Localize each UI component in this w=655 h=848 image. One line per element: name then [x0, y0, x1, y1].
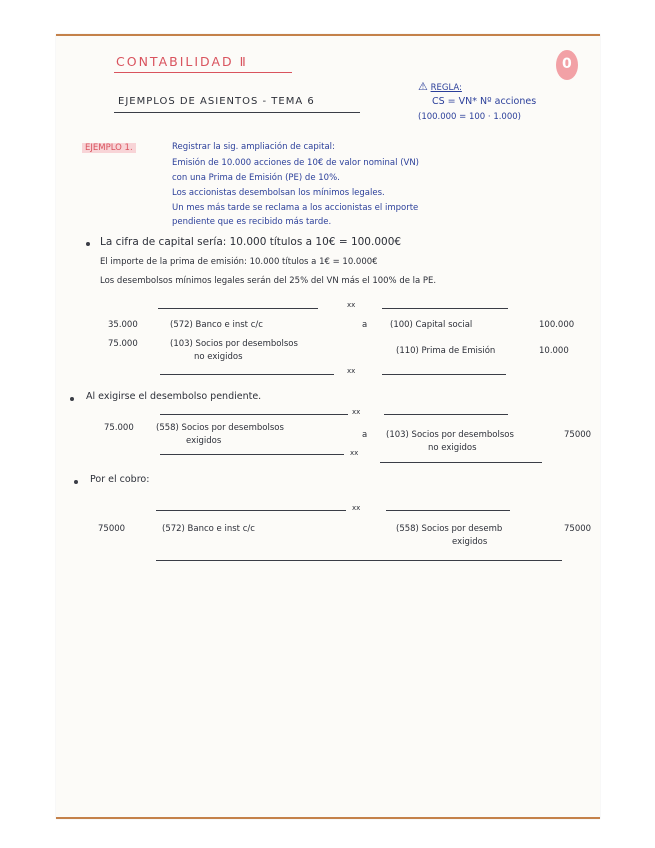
- entry-separator-line: [160, 374, 334, 375]
- entry-separator-line: [382, 374, 506, 375]
- example-line: Registrar la sig. ampliación de capital:: [172, 142, 335, 152]
- entry-separator-line: [386, 510, 510, 511]
- debit-account-cont: exigidos: [186, 436, 222, 446]
- debit-account: (572) Banco e inst c/c: [162, 524, 255, 534]
- debit-account: (558) Socios por desembolsos: [156, 423, 284, 433]
- page-number-badge: [556, 50, 578, 80]
- entry-connector: a: [362, 430, 368, 440]
- entry-separator-mark: xx: [350, 449, 359, 457]
- credit-account-cont: exigidos: [452, 537, 488, 547]
- debit-amount: 75.000: [104, 423, 134, 433]
- warning-icon: ⚠: [418, 80, 428, 93]
- example-line: Un mes más tarde se reclama a los accionistas el importe: [172, 203, 419, 213]
- note-line: Los desembolsos mínimos legales serán del 25% del VN más el 100% de la PE.: [100, 276, 437, 286]
- bullet-dot: [86, 242, 90, 246]
- example-line: Los accionistas desembolsan los mínimos legales.: [172, 188, 385, 198]
- rule-title: REGLA:: [430, 83, 462, 93]
- example-line: pendiente que es recibido más tarde.: [172, 217, 332, 227]
- entry-separator-mark: xx: [347, 367, 356, 375]
- debit-amount: 75000: [98, 524, 126, 534]
- entry-separator-line: [160, 414, 348, 415]
- bullet-dot: [70, 397, 74, 401]
- subject-underline: [114, 72, 292, 73]
- note-line: La cifra de capital sería: 10.000 títulos a 10€ = 100.000€: [100, 236, 402, 248]
- debit-amount: 35.000: [108, 320, 138, 330]
- credit-account: (100) Capital social: [390, 320, 473, 330]
- example-line: Emisión de 10.000 acciones de 10€ de valor nominal (VN): [172, 158, 419, 168]
- topic-underline: [114, 112, 360, 113]
- credit-amount: 100.000: [539, 320, 575, 330]
- example-line: con una Prima de Emisión (PE) de 10%.: [172, 173, 340, 183]
- credit-account-cont: no exigidos: [428, 443, 477, 453]
- credit-account: (558) Socios por desemb: [396, 524, 503, 534]
- rule-block: [418, 80, 462, 93]
- credit-account: (103) Socios por desembolsos: [386, 430, 514, 440]
- entry-separator-mark: xx: [352, 504, 361, 512]
- entry-connector: a: [362, 320, 368, 330]
- debit-account-cont: no exigidos: [194, 352, 243, 362]
- entry-separator-line: [380, 462, 542, 463]
- rule-example: (100.000 = 100 · 1.000): [418, 112, 521, 122]
- credit-amount: 75000: [564, 524, 592, 534]
- debit-amount: 75.000: [108, 339, 138, 349]
- subject-title: CONTABILIDAD Ⅱ: [116, 54, 248, 69]
- page-number: 0: [562, 56, 572, 72]
- credit-amount: 75000: [564, 430, 592, 440]
- entry-separator-line: [158, 308, 318, 309]
- entry-separator-line: [160, 454, 344, 455]
- entry-separator-line: [382, 308, 508, 309]
- entry-separator-mark: xx: [347, 301, 356, 309]
- debit-account: (572) Banco e inst c/c: [170, 320, 263, 330]
- notebook-page: [56, 34, 600, 819]
- entry-separator-mark: xx: [352, 408, 361, 416]
- credit-account: (110) Prima de Emisión: [396, 346, 496, 356]
- note-line: El importe de la prima de emisión: 10.000 títulos a 1€ = 10.000€: [100, 257, 378, 267]
- credit-amount: 10.000: [539, 346, 569, 356]
- bullet-dot: [74, 480, 78, 484]
- rule-formula: CS = VN* Nº acciones: [432, 96, 537, 107]
- entry-separator-line: [384, 414, 508, 415]
- example-label: EJEMPLO 1.: [82, 143, 136, 153]
- debit-account: (103) Socios por desembolsos: [170, 339, 298, 349]
- section-title: Al exigirse el desembolso pendiente.: [86, 391, 262, 402]
- section-title: Por el cobro:: [90, 474, 150, 485]
- entry-separator-line: [156, 510, 346, 511]
- entry-separator-line: [156, 560, 562, 561]
- topic-title: EJEMPLOS DE ASIENTOS - TEMA 6: [118, 96, 315, 107]
